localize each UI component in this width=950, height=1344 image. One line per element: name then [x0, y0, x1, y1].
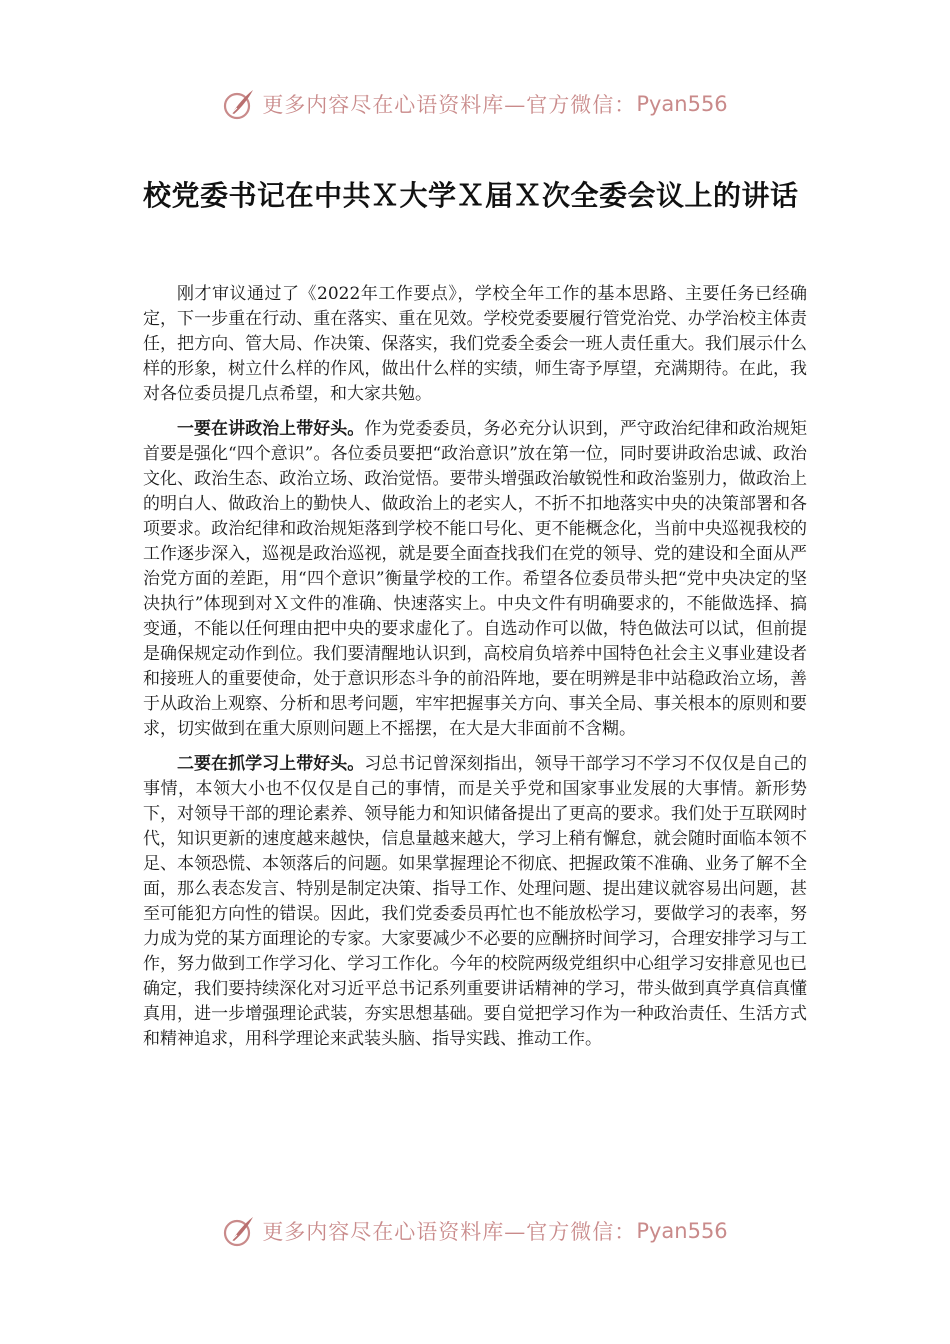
watermark-handle: Pyan556	[636, 92, 728, 116]
watermark-handle: Pyan556	[636, 1219, 728, 1243]
document-title: 校党委书记在中共Ｘ大学Ｘ届Ｘ次全委会议上的讲话	[143, 179, 799, 212]
document-body	[143, 282, 807, 1062]
header-watermark	[0, 84, 950, 124]
footer-watermark	[0, 1211, 950, 1251]
paragraph-text: 刚才审议通过了《2022年工作要点》，学校全年工作的基本思路、主要任务已经确定，下一步重在行动、重在落实、重在见效。学校党委要履行管党治党、办学治校主体责任，把方向、管大局、作决策、保落实，我们党委全委会一班人责任重大。我们展示什么样的形象，树立什么样的作风，做出什么样的实绩，师生寄予厚望，充满期待。在此，我对各位委员提几点希望，和大家共勉。	[143, 284, 807, 404]
paragraph-text: 习总书记曾深刻指出，领导干部学习不学习不仅仅是自己的事情，本领大小也不仅仅是自己的事情，而是关乎党和国家事业发展的大事情。新形势下，对领导干部的理论素养、领导能力和知识储备提出了更高的要求。我们处于互联网时代，知识更新的速度越来越快，信息量越来越大，学习上稍有懈怠，就会随时面临本领不足、本领恐慌、本领落后的问题。如果掌握理论不彻底、把握政策不准确、业务了解不全面，那么表态发言、特别是制定决策、指导工作、处理问题、提出建议就容易出问题，甚至可能犯方向性的错误。因此，我们党委委员再忙也不能放松学习，要做学习的表率，努力成为党的某方面理论的专家。大家要减少不必要的应酬挤时间学习，合理安排学习与工作，努力做到工作学习化、学习工作化。今年的校院两级党组织中心组学习安排意见也已确定，我们要持续深化对习近平总书记系列重要讲话精神的学习，带头做到真学真信真懂真用，进一步增强理论武装，夯实思想基础。要自觉把学习作为一种政治责任、生活方式和精神追求，用科学理论来武装头脑、指导实践、推动工作。	[143, 754, 808, 1049]
paragraph-lead: 二要在抓学习上带好头。	[177, 754, 365, 774]
paragraph-lead: 一要在讲政治上带好头。	[177, 419, 365, 439]
paragraph-text: 作为党委委员，务必充分认识到，严守政治纪律和政治规矩首要是强化“四个意识”。各位委员要把“政治意识”放在第一位，同时要讲政治忠诚、政治文化、政治生态、政治立场、政治觉悟。要带头增强政治敏锐性和政治鉴别力，做政治上的明白人、做政治上的勤快人、做政治上的老实人，不折不扣地落实中央的决策部署和各项要求。政治纪律和政治规矩落到学校不能口号化、更不能概念化，当前中央巡视我校的工作逐步深入，巡视是政治巡视，就是要全面查找我们在党的领导、党的建设和全面从严治党方面的差距，用“四个意识”衡量学校的工作。希望各位委员带头把“党中央决定的坚决执行”体现到对Ｘ文件的准确、快速落实上。中央文件有明确要求的，不能做选择、搞变通，不能以任何理由把中央的要求虚化了。自选动作可以做，特色做法可以试，但前提是确保规定动作到位。我们要清醒地认识到，高校肩负培养中国特色社会主义事业建设者和接班人的重要使命，处于意识形态斗争的前沿阵地，要在明辨是非中站稳政治立场，善于从政治上观察、分析和思考问题，牢牢把握事关方向、事关全局、事关根本的原则和要求，切实做到在重大原则问题上不摇摆，在大是大非面前不含糊。	[143, 419, 808, 739]
quill-pen-circle-icon	[222, 87, 256, 121]
watermark-text: 更多内容尽在心语资料库—官方微信：	[262, 93, 637, 117]
paragraph-politics	[143, 417, 807, 742]
paragraph-intro	[143, 282, 807, 407]
watermark-text: 更多内容尽在心语资料库—官方微信：	[262, 1220, 637, 1244]
quill-pen-circle-icon	[222, 1214, 256, 1248]
paragraph-learning	[143, 752, 807, 1052]
